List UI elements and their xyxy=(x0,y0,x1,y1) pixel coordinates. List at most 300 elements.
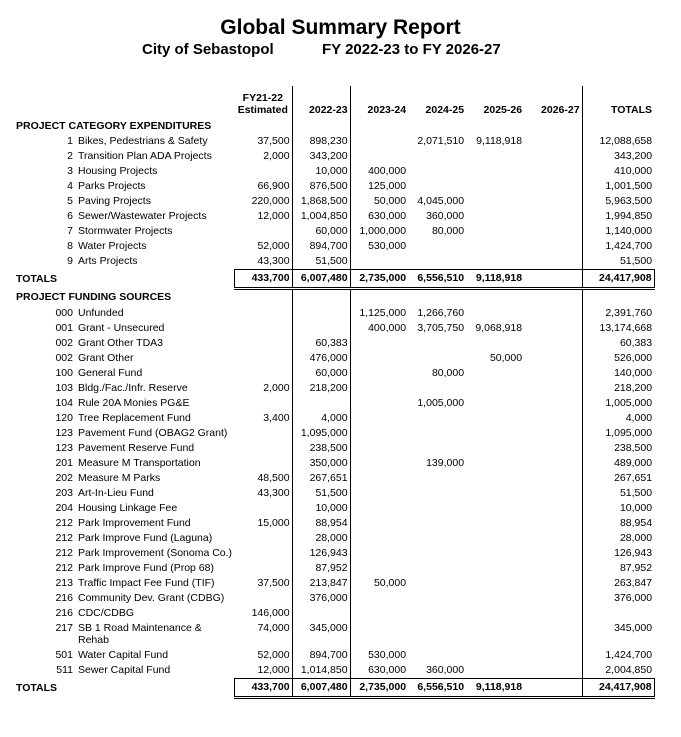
table-row xyxy=(14,321,654,336)
row-code: 002 xyxy=(55,337,73,349)
table-row xyxy=(14,663,654,679)
row-name: Parks Projects xyxy=(78,180,146,192)
cell-y1: 894,700 xyxy=(292,239,350,254)
cell-y1 xyxy=(292,321,350,336)
cell-y3 xyxy=(408,591,466,606)
expenditures-section-row xyxy=(14,118,654,134)
row-label xyxy=(14,546,234,561)
row-label xyxy=(14,224,234,239)
cell-est: 66,900 xyxy=(234,179,292,194)
cell-y1: 10,000 xyxy=(292,164,350,179)
row-name: Housing Projects xyxy=(78,165,158,177)
cell-y5 xyxy=(524,426,582,441)
table-row xyxy=(14,546,654,561)
cell-y2: 400,000 xyxy=(368,322,407,334)
cell-est xyxy=(234,351,292,366)
header-y1: 2022-23 xyxy=(292,86,350,118)
cell-y4 xyxy=(466,606,524,621)
cell-y4 xyxy=(466,209,524,224)
row-code: 202 xyxy=(55,472,73,484)
row-label xyxy=(14,486,234,501)
cell-y5 xyxy=(524,546,582,561)
cell-y1: 376,000 xyxy=(292,591,350,606)
cell-y5 xyxy=(524,149,582,164)
table-row xyxy=(14,396,654,411)
table-row xyxy=(14,224,654,239)
row-code: 203 xyxy=(55,487,73,499)
row-name: Community Dev. Grant (CDBG) xyxy=(78,592,225,604)
cell-y1: 476,000 xyxy=(292,351,350,366)
total-y4: 9,118,918 xyxy=(466,679,524,698)
cell-y3: 4,045,000 xyxy=(417,195,465,207)
cell-y2: 630,000 xyxy=(368,210,407,222)
cell-y2: 530,000 xyxy=(368,649,407,661)
header-label xyxy=(14,86,234,118)
cell-y1: 343,200 xyxy=(292,149,350,164)
cell-y4 xyxy=(466,621,524,648)
cell-total: 51,500 xyxy=(619,255,653,267)
row-name: Park Improve Fund (Prop 68) xyxy=(78,562,214,574)
cell-y4 xyxy=(466,516,524,531)
cell-est: 37,500 xyxy=(234,134,292,149)
cell-y5 xyxy=(524,239,582,254)
cell-y2 xyxy=(350,501,408,516)
cell-y3 xyxy=(408,336,466,351)
cell-y2: 125,000 xyxy=(368,180,407,192)
table-row xyxy=(14,621,654,648)
cell-y3: 2,071,510 xyxy=(417,135,465,147)
cell-y4 xyxy=(466,546,524,561)
cell-total: 126,943 xyxy=(614,547,653,559)
row-name: Grant - Unsecured xyxy=(78,322,165,334)
cell-y2 xyxy=(350,486,408,501)
row-code: 5 xyxy=(67,195,73,207)
cell-y5 xyxy=(524,411,582,426)
cell-est xyxy=(234,456,292,471)
cell-y4 xyxy=(466,179,524,194)
table-row xyxy=(14,209,654,224)
cell-y3 xyxy=(408,576,466,591)
row-label xyxy=(14,239,234,254)
cell-y2: 1,000,000 xyxy=(359,225,407,237)
row-label xyxy=(14,254,234,270)
table-row xyxy=(14,606,654,621)
cell-total: 1,001,500 xyxy=(605,180,653,192)
table-row xyxy=(14,591,654,606)
cell-y3: 139,000 xyxy=(426,457,465,469)
cell-y1: 4,000 xyxy=(292,411,350,426)
row-name: Grant Other xyxy=(78,352,134,364)
table-row xyxy=(14,239,654,254)
cell-y4 xyxy=(466,254,524,270)
cell-y1: 213,847 xyxy=(292,576,350,591)
row-label xyxy=(14,456,234,471)
table-row xyxy=(14,441,654,456)
table-row xyxy=(14,501,654,516)
cell-est xyxy=(234,321,292,336)
table-row xyxy=(14,366,654,381)
funding-section-label: PROJECT FUNDING SOURCES xyxy=(16,290,172,303)
cell-y2 xyxy=(350,471,408,486)
row-label xyxy=(14,606,234,621)
table-row xyxy=(14,471,654,486)
row-label xyxy=(14,366,234,381)
cell-y5 xyxy=(524,209,582,224)
row-name: Transition Plan ADA Projects xyxy=(78,150,212,162)
cell-y5 xyxy=(524,254,582,270)
cell-y4 xyxy=(466,149,524,164)
row-code: 501 xyxy=(55,649,73,661)
cell-total: 1,140,000 xyxy=(605,225,653,237)
cell-total: 410,000 xyxy=(614,165,653,177)
row-label xyxy=(14,621,234,648)
row-code: 4 xyxy=(67,180,73,192)
cell-total: 88,954 xyxy=(619,517,653,529)
cell-y5 xyxy=(524,224,582,239)
cell-y2 xyxy=(350,381,408,396)
table-row xyxy=(14,486,654,501)
row-name: Stormwater Projects xyxy=(78,225,173,237)
total-y5 xyxy=(524,679,582,698)
cell-y1: 345,000 xyxy=(292,621,350,648)
total-est: 433,700 xyxy=(234,270,292,289)
cell-y2 xyxy=(350,351,408,366)
cell-est: 2,000 xyxy=(234,381,292,396)
table-row xyxy=(14,648,654,663)
cell-y3 xyxy=(408,411,466,426)
row-code: 204 xyxy=(55,502,73,514)
table-row xyxy=(14,411,654,426)
cell-est xyxy=(234,441,292,456)
cell-y3 xyxy=(408,149,466,164)
row-code: 001 xyxy=(55,322,73,334)
cell-y5 xyxy=(524,164,582,179)
cell-y5 xyxy=(524,486,582,501)
cell-y4 xyxy=(466,486,524,501)
cell-y3 xyxy=(408,381,466,396)
cell-y5 xyxy=(524,306,582,321)
cell-y1: 51,500 xyxy=(292,486,350,501)
cell-y5 xyxy=(524,456,582,471)
cell-est: 2,000 xyxy=(234,149,292,164)
row-name: Housing Linkage Fee xyxy=(78,502,178,514)
cell-total: 218,200 xyxy=(614,382,653,394)
cell-total: 376,000 xyxy=(614,592,653,604)
row-name: SB 1 Road Maintenance & xyxy=(78,622,202,634)
row-label xyxy=(14,396,234,411)
cell-y5 xyxy=(524,134,582,149)
cell-total: 1,424,700 xyxy=(605,240,653,252)
row-code: 9 xyxy=(67,255,73,268)
row-name: Bikes, Pedestrians & Safety xyxy=(78,135,208,147)
row-code: 123 xyxy=(55,442,73,454)
cell-est xyxy=(234,336,292,351)
cell-total: 51,500 xyxy=(619,487,653,499)
cell-y2 xyxy=(350,134,408,149)
row-code: 104 xyxy=(55,397,73,409)
cell-total: 2,004,850 xyxy=(605,664,653,676)
row-label xyxy=(14,591,234,606)
row-name: Rule 20A Monies PG&E xyxy=(78,397,190,409)
cell-y4: 50,000 xyxy=(489,352,523,364)
cell-y1: 60,383 xyxy=(292,336,350,351)
cell-est: 146,000 xyxy=(234,606,292,621)
totals-label: TOTALS xyxy=(16,681,58,694)
total-est: 433,700 xyxy=(234,679,292,698)
cell-y1: 88,954 xyxy=(292,516,350,531)
row-name: General Fund xyxy=(78,367,143,379)
cell-y1: 1,014,850 xyxy=(292,663,350,679)
cell-est: 74,000 xyxy=(234,621,292,648)
row-label xyxy=(14,648,234,663)
cell-y3: 1,005,000 xyxy=(417,397,465,409)
row-label xyxy=(14,561,234,576)
row-label xyxy=(14,441,234,456)
row-name: Arts Projects xyxy=(78,255,138,268)
row-name: Traffic Impact Fee Fund (TIF) xyxy=(78,577,215,589)
row-name: Measure M Parks xyxy=(78,472,161,484)
row-name: Paving Projects xyxy=(78,195,151,207)
expenditures-totals-row xyxy=(14,270,654,289)
cell-y5 xyxy=(524,561,582,576)
cell-y2 xyxy=(350,396,408,411)
cell-y1: 1,095,000 xyxy=(292,426,350,441)
row-name: Pavement Reserve Fund xyxy=(78,442,195,454)
table-row xyxy=(14,194,654,209)
row-code: 8 xyxy=(67,240,73,252)
table-row xyxy=(14,456,654,471)
cell-total: 1,095,000 xyxy=(605,427,653,439)
cell-total: 140,000 xyxy=(614,367,653,379)
cell-y5 xyxy=(524,381,582,396)
row-label xyxy=(14,194,234,209)
cell-y2 xyxy=(350,606,408,621)
header-y3: 2024-25 xyxy=(425,104,465,116)
cell-y5 xyxy=(524,648,582,663)
row-name: Measure M Transportation xyxy=(78,457,201,469)
total-total: 24,417,908 xyxy=(582,679,654,698)
cell-total: 526,000 xyxy=(614,352,653,364)
table-row xyxy=(14,134,654,149)
cell-total: 238,500 xyxy=(614,442,653,454)
cell-y2 xyxy=(350,591,408,606)
cell-total: 345,000 xyxy=(614,622,653,634)
cell-y4 xyxy=(466,576,524,591)
cell-est: 43,300 xyxy=(234,254,292,270)
row-label xyxy=(14,501,234,516)
cell-y2 xyxy=(350,426,408,441)
row-label xyxy=(14,381,234,396)
cell-y3 xyxy=(408,501,466,516)
cell-y4 xyxy=(466,648,524,663)
cell-y3 xyxy=(408,441,466,456)
row-name: Park Improve Fund (Laguna) xyxy=(78,532,213,544)
cell-y4: 9,068,918 xyxy=(475,322,523,334)
cell-y2 xyxy=(350,366,408,381)
row-name: Unfunded xyxy=(78,307,124,319)
header-estimated xyxy=(234,86,292,118)
cell-y1: 1,004,850 xyxy=(292,209,350,224)
cell-total: 4,000 xyxy=(625,412,653,424)
header-y4: 2025-26 xyxy=(483,104,523,116)
cell-y2 xyxy=(350,411,408,426)
cell-y2: 630,000 xyxy=(368,664,407,676)
table-row xyxy=(14,516,654,531)
cell-y4 xyxy=(466,381,524,396)
cell-total: 263,847 xyxy=(614,577,653,589)
row-name: Tree Replacement Fund xyxy=(78,412,191,424)
cell-y3 xyxy=(408,561,466,576)
cell-total: 2,391,760 xyxy=(605,307,653,319)
table-row xyxy=(14,336,654,351)
cell-y5 xyxy=(524,396,582,411)
report-subtitle-fy: FY 2022-23 to FY 2026-27 xyxy=(322,41,501,58)
table-row xyxy=(14,306,654,321)
cell-y3: 1,266,760 xyxy=(417,307,465,319)
row-code: 511 xyxy=(56,664,73,677)
cell-y4 xyxy=(466,531,524,546)
cell-y1: 60,000 xyxy=(292,366,350,381)
cell-y3 xyxy=(408,351,466,366)
cell-y1 xyxy=(292,306,350,321)
cell-est xyxy=(234,426,292,441)
table-row xyxy=(14,531,654,546)
cell-y3 xyxy=(408,179,466,194)
table-row xyxy=(14,426,654,441)
summary-table xyxy=(14,86,655,699)
cell-y5 xyxy=(524,366,582,381)
row-name: Water Projects xyxy=(78,240,147,252)
row-label xyxy=(14,306,234,321)
cell-y5 xyxy=(524,179,582,194)
header-estimated-line2: Estimated xyxy=(237,104,288,116)
cell-est: 15,000 xyxy=(234,516,292,531)
cell-y5 xyxy=(524,321,582,336)
row-code: 002 xyxy=(55,352,73,364)
total-y3: 6,556,510 xyxy=(408,679,466,698)
cell-y3 xyxy=(408,164,466,179)
total-y5 xyxy=(524,270,582,289)
row-name: Grant Other TDA3 xyxy=(78,337,164,349)
cell-y3 xyxy=(408,471,466,486)
cell-y1 xyxy=(292,606,350,621)
cell-est: 52,000 xyxy=(234,239,292,254)
cell-est xyxy=(234,164,292,179)
cell-y1: 894,700 xyxy=(292,648,350,663)
cell-y2 xyxy=(350,531,408,546)
header-totals: TOTALS xyxy=(611,104,653,116)
cell-est xyxy=(234,366,292,381)
cell-y5 xyxy=(524,621,582,648)
cell-y1: 87,952 xyxy=(292,561,350,576)
cell-y2 xyxy=(350,456,408,471)
cell-y4 xyxy=(466,471,524,486)
total-y4: 9,118,918 xyxy=(466,270,524,289)
row-code: 000 xyxy=(55,307,73,319)
cell-y1: 126,943 xyxy=(292,546,350,561)
cell-est xyxy=(234,306,292,321)
row-label xyxy=(14,426,234,441)
header-row xyxy=(14,86,654,118)
cell-est: 12,000 xyxy=(234,209,292,224)
cell-y1: 876,500 xyxy=(292,179,350,194)
row-code: 212 xyxy=(55,547,73,559)
total-y3: 6,556,510 xyxy=(408,270,466,289)
header-y2: 2023-24 xyxy=(367,104,407,116)
cell-y1: 60,000 xyxy=(292,224,350,239)
cell-est: 52,000 xyxy=(234,648,292,663)
cell-est: 43,300 xyxy=(234,486,292,501)
cell-est xyxy=(234,531,292,546)
row-code: 212 xyxy=(55,517,73,529)
cell-y5 xyxy=(524,516,582,531)
cell-y4 xyxy=(466,663,524,679)
cell-y5 xyxy=(524,471,582,486)
table-row xyxy=(14,179,654,194)
cell-y2 xyxy=(350,254,408,270)
cell-y3 xyxy=(408,426,466,441)
cell-y4 xyxy=(466,441,524,456)
cell-y1: 238,500 xyxy=(292,441,350,456)
cell-y5 xyxy=(524,336,582,351)
cell-y4 xyxy=(466,224,524,239)
row-name-continued: Rehab xyxy=(78,634,109,646)
cell-y2: 530,000 xyxy=(368,240,407,252)
row-code: 123 xyxy=(55,427,73,439)
cell-y2 xyxy=(350,546,408,561)
row-label xyxy=(14,149,234,164)
table-row xyxy=(14,149,654,164)
cell-y1: 898,230 xyxy=(292,134,350,149)
row-code: 201 xyxy=(55,457,73,469)
cell-y3 xyxy=(408,531,466,546)
cell-est: 37,500 xyxy=(234,576,292,591)
cell-y5 xyxy=(524,501,582,516)
row-code: 3 xyxy=(67,165,73,177)
cell-y4 xyxy=(466,336,524,351)
row-label xyxy=(14,351,234,366)
row-code: 7 xyxy=(67,225,73,237)
cell-total: 10,000 xyxy=(619,502,653,514)
row-code: 2 xyxy=(67,150,73,162)
cell-y3 xyxy=(408,239,466,254)
row-code: 6 xyxy=(67,210,73,222)
cell-y4 xyxy=(466,456,524,471)
row-label xyxy=(14,179,234,194)
cell-y4 xyxy=(466,396,524,411)
report-subtitle-city: City of Sebastopol xyxy=(142,41,274,58)
cell-y1: 267,651 xyxy=(292,471,350,486)
row-name: Park Improvement Fund xyxy=(78,517,191,529)
table-row xyxy=(14,381,654,396)
cell-y2 xyxy=(350,149,408,164)
cell-total: 343,200 xyxy=(614,150,653,162)
cell-y2: 400,000 xyxy=(368,165,407,177)
cell-total: 1,005,000 xyxy=(605,397,653,409)
cell-y2 xyxy=(350,336,408,351)
cell-y1: 10,000 xyxy=(292,501,350,516)
cell-total: 60,383 xyxy=(619,337,653,349)
row-code: 216 xyxy=(55,607,73,619)
cell-est: 48,500 xyxy=(234,471,292,486)
table-row xyxy=(14,351,654,366)
cell-y2: 50,000 xyxy=(373,577,407,589)
cell-y3: 3,705,750 xyxy=(417,322,465,334)
cell-y5 xyxy=(524,194,582,209)
cell-y3: 80,000 xyxy=(431,225,465,237)
row-code: 120 xyxy=(55,412,73,424)
cell-y3 xyxy=(408,254,466,270)
